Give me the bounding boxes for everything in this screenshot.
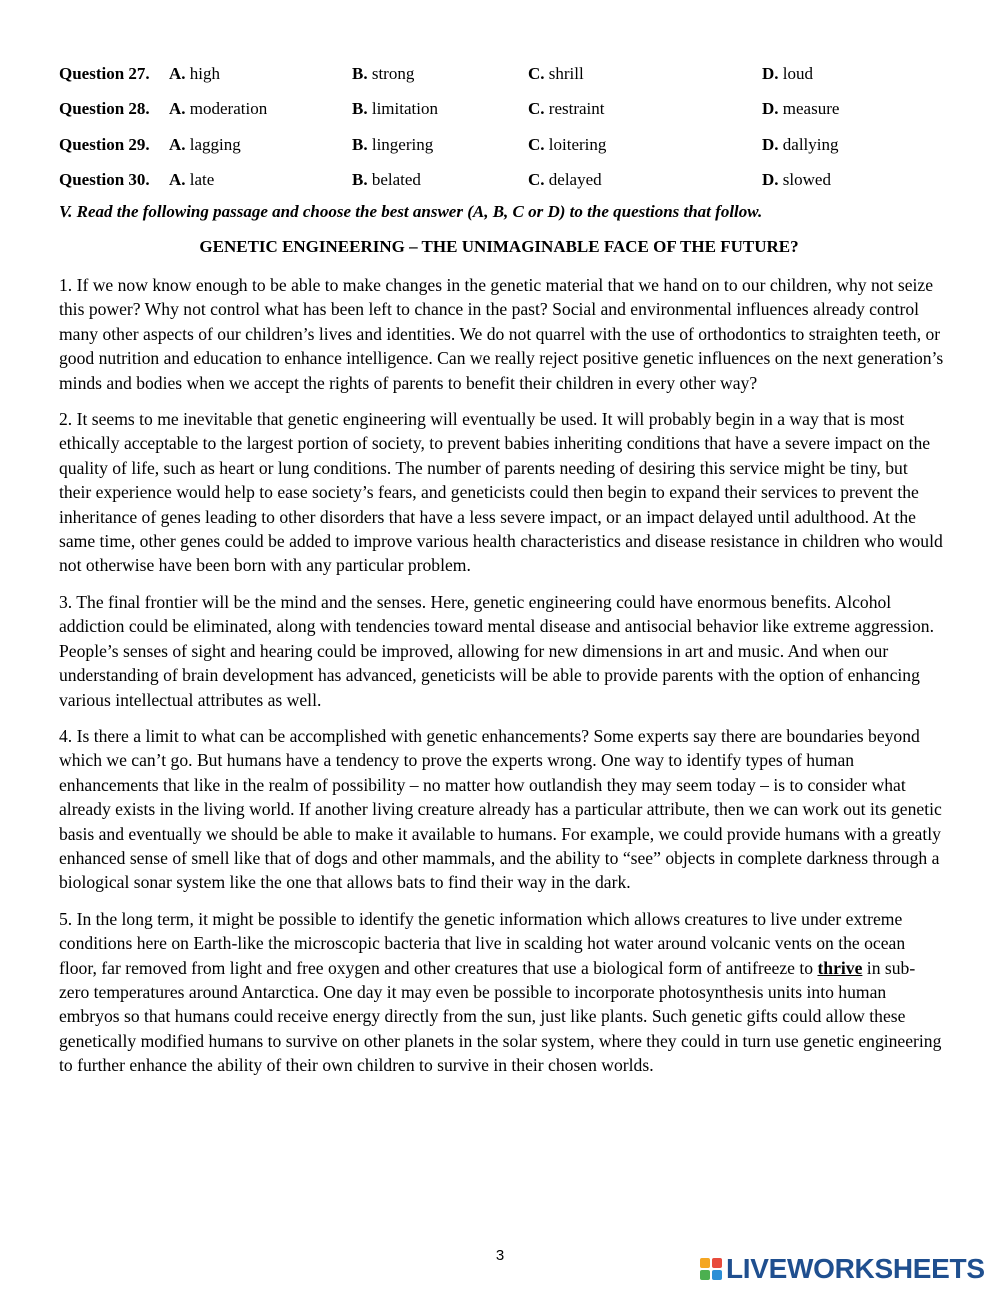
option-text: loud [782, 63, 814, 83]
option-letter: C. [528, 134, 545, 154]
question-number: Question 28. [59, 99, 150, 119]
option-b[interactable] [352, 92, 528, 128]
option-letter: C. [528, 99, 545, 119]
option-a[interactable] [169, 56, 352, 92]
answer-options-table [59, 56, 959, 198]
highlighted-word: thrive [817, 957, 863, 978]
question-row [59, 56, 959, 92]
page-number: 3 [495, 1247, 505, 1264]
option-text: loitering [548, 134, 607, 154]
logo-block [700, 1270, 710, 1280]
option-letter: B. [352, 99, 368, 119]
logo-text: LIVEWORKSHEETS [726, 1253, 985, 1284]
option-text: high [189, 63, 221, 83]
option-text: late [189, 170, 215, 190]
option-letter: C. [528, 170, 545, 190]
option-d[interactable] [762, 56, 959, 92]
option-letter: A. [169, 134, 186, 154]
option-text: belated [371, 170, 421, 190]
option-letter: C. [528, 63, 545, 83]
option-text: delayed [548, 170, 602, 190]
logo-block [712, 1258, 722, 1268]
logo-block [700, 1258, 710, 1268]
option-text: strong [371, 63, 415, 83]
option-text: lingering [371, 134, 434, 154]
option-text: restraint [548, 99, 605, 119]
option-b[interactable] [352, 56, 528, 92]
option-d[interactable] [762, 127, 959, 163]
option-text: measure [782, 99, 840, 119]
paragraph: 3. The final frontier will be the mind and the senses. Here, genetic engineering could have enormous benefits. Alcohol addiction could be eliminated, along with tendencies toward mental disease and antisocial behavior like extreme aggression. People’s senses of sight and hearing could be improved, allowing for new dimensions in art and music. And when our understanding of brain development has advanced, geneticists will be able to provide parents with the option of enhancing various intellectual attributes as well. [59, 591, 935, 710]
option-letter: D. [762, 99, 779, 119]
option-text: limitation [371, 99, 438, 119]
option-letter: B. [352, 170, 368, 190]
option-c[interactable] [528, 163, 762, 199]
option-text: shrill [548, 63, 584, 83]
question-number: Question 29. [59, 134, 150, 154]
option-d[interactable] [762, 92, 959, 128]
question-row [59, 127, 959, 163]
option-letter: A. [169, 99, 186, 119]
paragraph: 2. It seems to me inevitable that genetic engineering will eventually be used. It will probably begin in a way that is most ethically acceptable to the largest portion of society, to prevent babies inheriting conditions that have a severe impact on the quality of life, such as heart or lung conditions. The number of parents needing of desiring this service might be tiny, but their experience would help to ease society’s fears, and geneticists could then begin to expand their services to prevent the inheritance of genes leading to other disorders that have a less severe impact, or an impact delayed until adulthood. At the same time, other genes could be added to improve various health characteristics and disease resistance in children who would not otherwise have been born with any particular problem. [59, 409, 943, 576]
option-c[interactable] [528, 56, 762, 92]
paragraph: 4. Is there a limit to what can be accomplished with genetic enhancements? Some experts say there are boundaries beyond which we can’t go. But humans have a tendency to prove the experts wrong. One way to identify types of human enhancements that like in the realm of possibility – no matter how outlandish they may seem today – is to consider what already exists in the living world. If another living creature already has a particular attribute, then we can work out its genetic basis and eventually we should be able to make it available to humans. For example, we could provide humans with a greatly enhanced sense of smell like that of dogs and other mammals, and the ability to “see” objects in complete darkness through a biological sonar system like the one that allows bats to find their way in the dark. [59, 725, 942, 893]
option-letter: D. [762, 134, 779, 154]
logo-block [712, 1270, 722, 1280]
option-b[interactable] [352, 127, 528, 163]
question-number: Question 30. [59, 170, 150, 190]
option-c[interactable] [528, 92, 762, 128]
option-text: lagging [189, 134, 241, 154]
option-b[interactable] [352, 163, 528, 199]
paragraph-text: in sub-zero temperatures around Antarctica. One day it may even be possible to incorporate photosynthesis units into human embryos so that humans could receive energy directly from the sun, just like plants. Such genetic gifts could allow these genetically modified humans to survive on other planets in the solar system, where they could in turn use genetic engineering to further enhance the ability of their own children to survive in their chosen worlds. [59, 957, 942, 1076]
section-instruction: V. Read the following passage and choose the best answer (A, B, C or D) to the questions that follow. [59, 202, 763, 221]
option-text: slowed [782, 170, 831, 190]
liveworksheets-logo [700, 1253, 985, 1285]
question-row [59, 163, 959, 199]
paragraph-text: 5. In the long term, it might be possible to identify the genetic information which allows creatures to live under extreme conditions here on Earth-like the microscopic bacteria that live in scalding hot water around volcanic vents on the ocean floor, far removed from light and free oxygen and other creatures that use a biological form of antifreeze to [59, 908, 906, 978]
option-letter: D. [762, 170, 779, 190]
paragraph: 1. If we now know enough to be able to make changes in the genetic material that we hand on to our children, why not seize this power? Why not control what has been left to chance in the past? Social and environmental influences already control many other aspects of our children’s lives and identities. We do not quarrel with the use of orthodontics to straighten teeth, or good nutrition and education to enhance intelligence. Can we really reject positive genetic influences on the next generation’s minds and bodies when we accept the rights of parents to benefit their children in every other way? [59, 275, 944, 393]
option-text: moderation [189, 99, 268, 119]
option-text: dallying [782, 134, 839, 154]
option-a[interactable] [169, 163, 352, 199]
option-letter: B. [352, 134, 368, 154]
question-number: Question 27. [59, 63, 150, 83]
option-letter: B. [352, 63, 368, 83]
paragraph [59, 907, 944, 1078]
passage-body [59, 273, 944, 1090]
option-letter: A. [169, 63, 186, 83]
option-d[interactable] [762, 163, 959, 199]
passage-title: GENETIC ENGINEERING – THE UNIMAGINABLE FACE OF THE FUTURE? [199, 237, 799, 256]
logo-blocks-icon [700, 1258, 722, 1280]
option-c[interactable] [528, 127, 762, 163]
option-letter: D. [762, 63, 779, 83]
option-letter: A. [169, 170, 186, 190]
option-a[interactable] [169, 127, 352, 163]
option-a[interactable] [169, 92, 352, 128]
question-row [59, 92, 959, 128]
